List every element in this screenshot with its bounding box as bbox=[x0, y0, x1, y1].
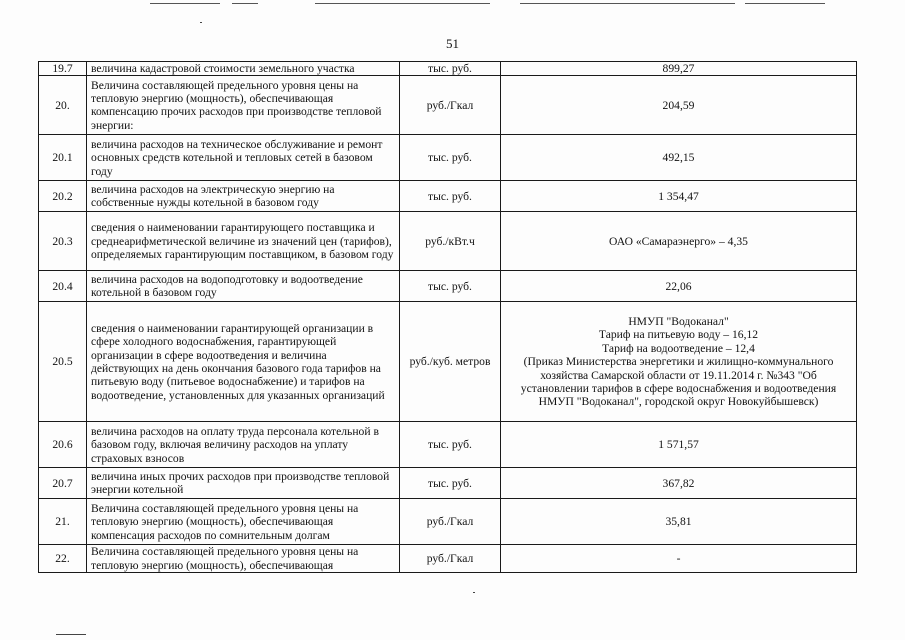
value-line: (Приказ Министерства энергетики и жилищно-коммунального хозяйства Самарской области от 19.11.2014 г. №343 "Об установлении тарифов в сфере водоснабжения и водоотведения НМУП "Водоканал", городской округ Новокуйбышевск) bbox=[520, 355, 837, 409]
scan-edge-line bbox=[56, 634, 86, 635]
table-row bbox=[39, 422, 857, 468]
value-line: 22,06 bbox=[665, 279, 692, 293]
row-unit: тыс. руб. bbox=[400, 135, 501, 181]
value-line: 204,59 bbox=[662, 98, 695, 112]
scan-edge-line bbox=[150, 3, 220, 4]
scan-edge-line bbox=[520, 3, 735, 4]
row-value bbox=[501, 181, 857, 212]
value-line: Тариф на водоотведение – 12,4 bbox=[602, 341, 755, 355]
row-number: 22. bbox=[39, 545, 87, 573]
row-number: 20.6 bbox=[39, 422, 87, 468]
row-unit: руб./Гкал bbox=[400, 76, 501, 135]
row-description: Величина составляющей предельного уровня цены на тепловую энергию (мощность), обеспечивающая bbox=[87, 545, 400, 573]
table-row bbox=[39, 271, 857, 302]
row-description: сведения о наименовании гарантирующего поставщика и среднеарифметической величине из значений цен (тарифов), определяемых гарантирующим поставщиком, в базовом году bbox=[87, 212, 400, 271]
row-number: 20.2 bbox=[39, 181, 87, 212]
table-row bbox=[39, 181, 857, 212]
value-line: 492,15 bbox=[662, 151, 695, 165]
table-row bbox=[39, 62, 857, 76]
value-line: Тариф на питьевую воду – 16,12 bbox=[598, 328, 759, 342]
value-line: 1 571,57 bbox=[658, 438, 699, 452]
row-description: сведения о наименовании гарантирующей организации в сфере холодного водоснабжения, гарантирующей организации в сфере водоотведения и величина действующих на день окончания базового года тарифов на питьевую воду (питьевое водоснабжение) и тарифов на водоотведение, установленных для указанных организаций bbox=[87, 302, 400, 422]
table-row bbox=[39, 135, 857, 181]
row-number: 20.3 bbox=[39, 212, 87, 271]
row-description: величина иных прочих расходов при производстве тепловой энергии котельной bbox=[87, 468, 400, 499]
scan-edge-line bbox=[315, 3, 490, 4]
scan-edge-line bbox=[232, 3, 258, 4]
row-number: 20.7 bbox=[39, 468, 87, 499]
row-description: величина расходов на водоподготовку и водоотведение котельной в базовом году bbox=[87, 271, 400, 302]
row-value bbox=[501, 422, 857, 468]
row-value bbox=[501, 212, 857, 271]
value-line: 899,27 bbox=[662, 62, 695, 75]
table-row bbox=[39, 545, 857, 573]
row-value bbox=[501, 499, 857, 545]
scan-speck bbox=[473, 592, 475, 593]
row-number: 20.4 bbox=[39, 271, 87, 302]
row-unit: тыс. руб. bbox=[400, 468, 501, 499]
value-line: 367,82 bbox=[662, 476, 695, 490]
row-number: 20. bbox=[39, 76, 87, 135]
tariff-table bbox=[38, 61, 857, 573]
row-number: 20.5 bbox=[39, 302, 87, 422]
value-line: - bbox=[676, 552, 681, 566]
row-unit: тыс. руб. bbox=[400, 271, 501, 302]
row-description: величина расходов на электрическую энергию на собственные нужды котельной в базовом году bbox=[87, 181, 400, 212]
row-value bbox=[501, 271, 857, 302]
scan-speck bbox=[200, 22, 202, 23]
value-line: НМУП "Водоканал" bbox=[628, 314, 729, 328]
row-unit: тыс. руб. bbox=[400, 422, 501, 468]
row-description: величина кадастровой стоимости земельного участка bbox=[87, 62, 400, 76]
row-value bbox=[501, 135, 857, 181]
page-number: 51 bbox=[446, 36, 459, 51]
row-number: 20.1 bbox=[39, 135, 87, 181]
row-description: Величина составляющей предельного уровня цены на тепловую энергию (мощность), обеспечивающая компенсация расходов по сомнительным долгам bbox=[87, 499, 400, 545]
row-unit: руб./Гкал bbox=[400, 545, 501, 573]
row-description: величина расходов на оплату труда персонала котельной в базовом году, включая величину расходов на уплату страховых взносов bbox=[87, 422, 400, 468]
table-row bbox=[39, 212, 857, 271]
row-unit: руб./Гкал bbox=[400, 499, 501, 545]
row-value bbox=[501, 76, 857, 135]
value-line: 35,81 bbox=[665, 515, 692, 529]
table-row bbox=[39, 499, 857, 545]
row-unit: руб./куб. метров bbox=[400, 302, 501, 422]
row-description: величина расходов на техническое обслуживание и ремонт основных средств котельной и тепловых сетей в базовом году bbox=[87, 135, 400, 181]
row-value bbox=[501, 62, 857, 76]
row-number: 19.7 bbox=[39, 62, 87, 76]
row-value bbox=[501, 468, 857, 499]
row-unit: руб./кВт.ч bbox=[400, 212, 501, 271]
table-row bbox=[39, 468, 857, 499]
row-unit: тыс. руб. bbox=[400, 181, 501, 212]
row-description: Величина составляющей предельного уровня цены на тепловую энергию (мощность), обеспечивающая компенсацию прочих расходов при производстве тепловой энергии: bbox=[87, 76, 400, 135]
scan-edge-line bbox=[745, 3, 825, 4]
row-value bbox=[501, 545, 857, 573]
row-value bbox=[501, 302, 857, 422]
table-row bbox=[39, 302, 857, 422]
value-line: ОАО «Самараэнерго» – 4,35 bbox=[609, 234, 748, 248]
row-number: 21. bbox=[39, 499, 87, 545]
table-row bbox=[39, 76, 857, 135]
row-unit: тыс. руб. bbox=[400, 62, 501, 76]
value-line: 1 354,47 bbox=[658, 189, 699, 203]
